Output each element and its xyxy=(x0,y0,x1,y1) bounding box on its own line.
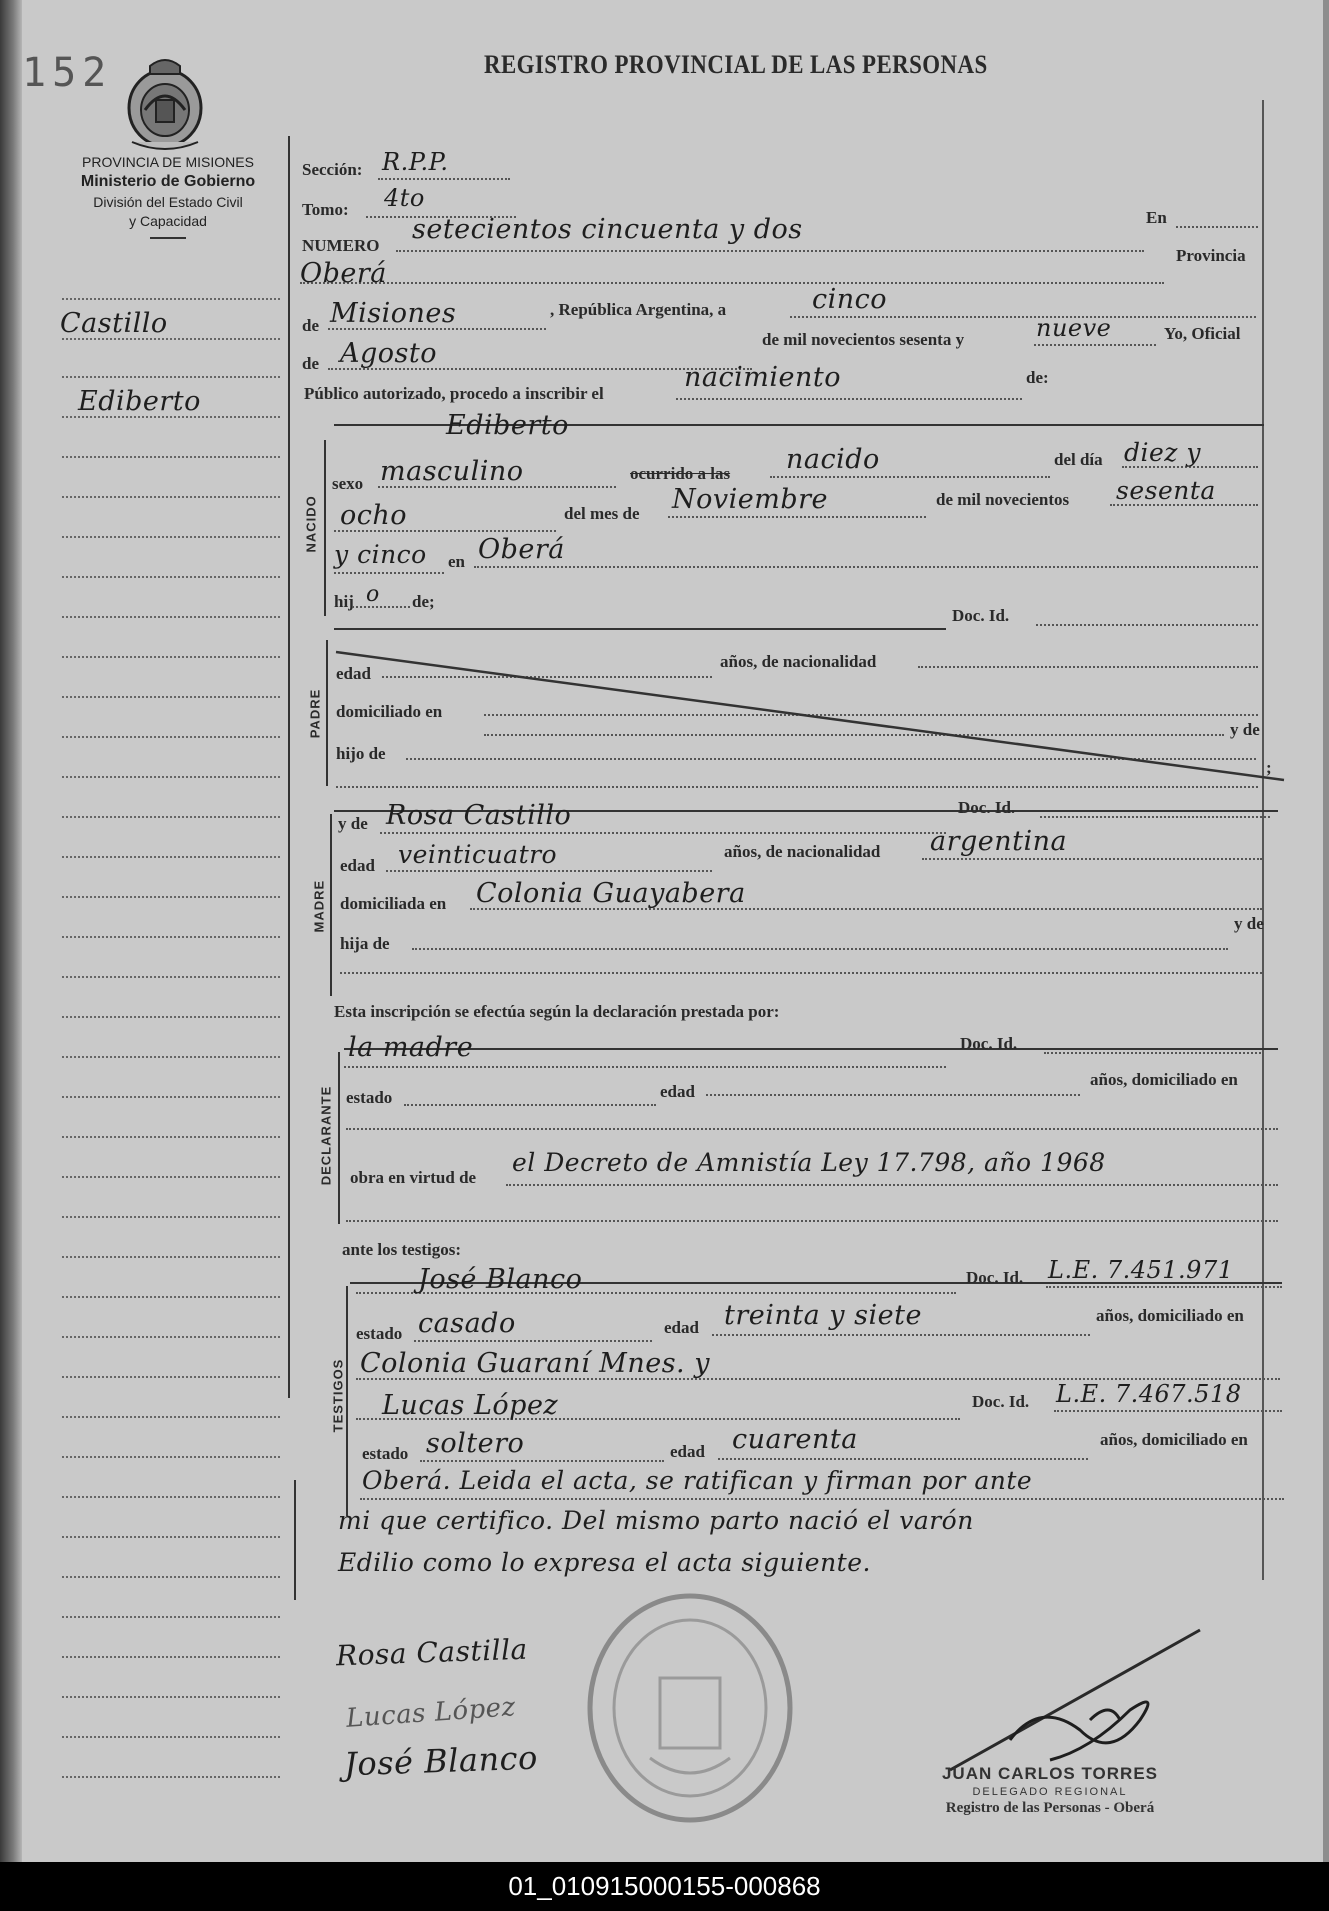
signature-3: José Blanco xyxy=(343,1738,539,1784)
padre-hijo-de-label: hijo de xyxy=(336,744,386,763)
padre-doc-label: Doc. Id. xyxy=(952,606,1010,625)
declarante-value: la madre xyxy=(348,1032,474,1063)
testigo2-edad-value: cuarenta xyxy=(732,1424,858,1455)
testigo2-domicilio-label: años, domiciliado en xyxy=(1100,1430,1248,1449)
issuer-ministry: Ministerio de Gobierno xyxy=(80,173,256,190)
closing-line-2: Edilio como lo expresa el acta siguiente. xyxy=(338,1548,871,1577)
declarante-estado-label: estado xyxy=(346,1088,393,1107)
de-label-1: de xyxy=(302,316,319,335)
anio-acta-value: nueve xyxy=(1036,314,1112,342)
anio-nac-1-value: sesenta xyxy=(1116,476,1216,505)
page-title: REGISTRO PROVINCIAL DE LAS PERSONAS xyxy=(484,50,988,79)
acto-value: nacimiento xyxy=(684,362,841,393)
official-office: Registro de las Personas - Oberá xyxy=(945,1800,1155,1816)
testigo2-estado-label: estado xyxy=(362,1444,409,1463)
testigo1-doc-value: L.E. 7.451.971 xyxy=(1048,1256,1234,1284)
book-binding xyxy=(0,0,22,1862)
madre-nacionalidad-value: argentina xyxy=(930,826,1068,857)
hijo-label: hij xyxy=(334,592,354,611)
testigo1-nombre-value: José Blanco xyxy=(418,1264,583,1295)
republica-label: , República Argentina, a xyxy=(550,300,727,319)
tomo-value: 4to xyxy=(384,184,425,212)
provincia-label: Provincia xyxy=(1176,246,1246,265)
coat-of-arms-emblem xyxy=(120,52,210,152)
side-label-madre: MADRE xyxy=(311,879,327,933)
side-label-testigos: TESTIGOS xyxy=(330,1358,346,1433)
official-seal xyxy=(580,1588,800,1828)
del-dia-label: del día xyxy=(1054,450,1103,469)
declaracion-label: Esta inscripción se efectúa según la declaración prestada por: xyxy=(334,1002,780,1021)
padre-y-de-label: y de xyxy=(1230,720,1260,739)
issuer-province: PROVINCIA DE MISIONES xyxy=(82,154,254,170)
madre-doc-label: Doc. Id. xyxy=(958,798,1016,817)
anio-nac-2-value: y cinco xyxy=(334,540,427,569)
testigo2-edad-label: edad xyxy=(670,1442,705,1461)
padre-void-line xyxy=(332,646,1290,786)
mes-acta-value: Agosto xyxy=(340,338,437,369)
issuer-capacity: y Capacidad xyxy=(129,213,207,229)
official-name: JUAN CARLOS TORRES xyxy=(941,1764,1159,1783)
provincia-value: Misiones xyxy=(330,298,457,329)
madre-domicilio-value: Colonia Guayabera xyxy=(476,878,746,909)
declarante-doc-label: Doc. Id. xyxy=(960,1034,1018,1053)
padre-semicolon: ; xyxy=(1266,758,1272,777)
padre-edad-label: edad xyxy=(336,664,371,683)
testigo1-domicilio-value: Colonia Guaraní Mnes. y xyxy=(360,1348,710,1379)
padre-domicilio-label: domiciliado en xyxy=(336,702,443,721)
sexo-value: masculino xyxy=(380,456,524,487)
testigo1-edad-value: treinta y siete xyxy=(724,1300,922,1331)
closing-line-1: mi que certifico. Del mismo parto nació el varón xyxy=(338,1506,974,1535)
testigo2-estado-value: soltero xyxy=(426,1428,525,1459)
en-label: En xyxy=(1146,208,1167,227)
side-label-padre: PADRE xyxy=(307,688,323,739)
testigo1-estado-label: estado xyxy=(356,1324,403,1343)
nombre-value: Ediberto xyxy=(446,410,569,441)
madre-y-de-label: y de xyxy=(338,814,368,833)
ocurrido-label: ocurrido a las xyxy=(630,464,731,483)
de-label-2: de xyxy=(302,354,319,373)
yo-oficial-label: Yo, Oficial xyxy=(1164,324,1241,343)
testigo1-doc-label: Doc. Id. xyxy=(966,1268,1024,1287)
sexo-label: sexo xyxy=(332,474,364,493)
testigo2-doc-value: L.E. 7.467.518 xyxy=(1056,1380,1242,1408)
testigo2-nombre-value: Lucas López xyxy=(382,1390,559,1421)
side-label-nacido: NACIDO xyxy=(303,495,319,553)
margin-given-name: Ediberto xyxy=(78,386,201,417)
seccion-value: R.P.P. xyxy=(382,148,449,176)
testigo1-estado-value: casado xyxy=(418,1308,516,1339)
madre-nacionalidad-label: años, de nacionalidad xyxy=(724,842,881,861)
official-stamp xyxy=(900,1764,1200,1817)
lugar-nac-value: Oberá xyxy=(478,534,565,565)
obra-virtud-label: obra en virtud de xyxy=(350,1168,477,1187)
publico-label: Público autorizado, procedo a inscribir el xyxy=(304,384,604,403)
madre-edad-label: edad xyxy=(340,856,375,875)
en-lugar-label: en xyxy=(448,552,465,571)
mil-novecientos-label: de mil novecientos xyxy=(936,490,1070,509)
mes-nac-value: Noviembre xyxy=(672,484,829,515)
ocurrido-value: nacido xyxy=(786,444,880,475)
hijo-sufijo-value: o xyxy=(366,582,380,607)
official-role: DELEGADO REGIONAL xyxy=(972,1786,1128,1798)
de-colon-label: de: xyxy=(1026,368,1049,387)
ante-testigos-label: ante los testigos: xyxy=(342,1240,461,1259)
dia-nac-2-value: ocho xyxy=(340,500,408,531)
signature-1: Rosa Castilla xyxy=(335,1632,529,1673)
issuer-block xyxy=(44,154,292,239)
madre-nombre-value: Rosa Castillo xyxy=(386,800,572,831)
testigo2-domicilio-value: Oberá. Leida el acta, se ratifican y firman por ante xyxy=(362,1466,1033,1495)
seccion-label: Sección: xyxy=(302,160,363,179)
de-semi-label: de; xyxy=(412,592,435,611)
declarante-domicilio-label: años, domiciliado en xyxy=(1090,1070,1238,1089)
del-mes-label: del mes de xyxy=(564,504,640,523)
lugar-value: Oberá xyxy=(300,258,387,289)
page-edge xyxy=(1323,0,1329,1862)
page-number: 152 xyxy=(22,50,113,96)
document-id-footer: 01_010915000155-000868 xyxy=(0,1862,1329,1911)
dia-acta-value: cinco xyxy=(812,284,888,315)
madre-y-de-2-label: y de xyxy=(1234,914,1264,933)
tomo-label: Tomo: xyxy=(302,200,349,219)
side-label-declarante: DECLARANTE xyxy=(318,1085,334,1186)
official-signature xyxy=(940,1620,1240,1780)
numero-value: setecientos cincuenta y dos xyxy=(412,214,803,245)
mil-sesenta-label: de mil novecientos sesenta y xyxy=(762,330,965,349)
margin-surname: Castillo xyxy=(60,308,168,339)
testigo1-domicilio-label: años, domiciliado en xyxy=(1096,1306,1244,1325)
testigo1-edad-label: edad xyxy=(664,1318,699,1337)
testigo2-doc-label: Doc. Id. xyxy=(972,1392,1030,1411)
obra-virtud-value: el Decreto de Amnistía Ley 17.798, año 1968 xyxy=(512,1148,1106,1177)
numero-label: NUMERO xyxy=(302,236,380,255)
madre-domicilio-label: domiciliada en xyxy=(340,894,447,913)
madre-hija-de-label: hija de xyxy=(340,934,390,953)
dia-nac-1-value: diez y xyxy=(1124,438,1202,467)
madre-edad-value: veinticuatro xyxy=(398,840,558,869)
issuer-division: División del Estado Civil xyxy=(93,194,243,210)
declarante-edad-label: edad xyxy=(660,1082,695,1101)
padre-nacionalidad-label: años, de nacionalidad xyxy=(720,652,877,671)
signature-2: Lucas López xyxy=(345,1692,517,1734)
